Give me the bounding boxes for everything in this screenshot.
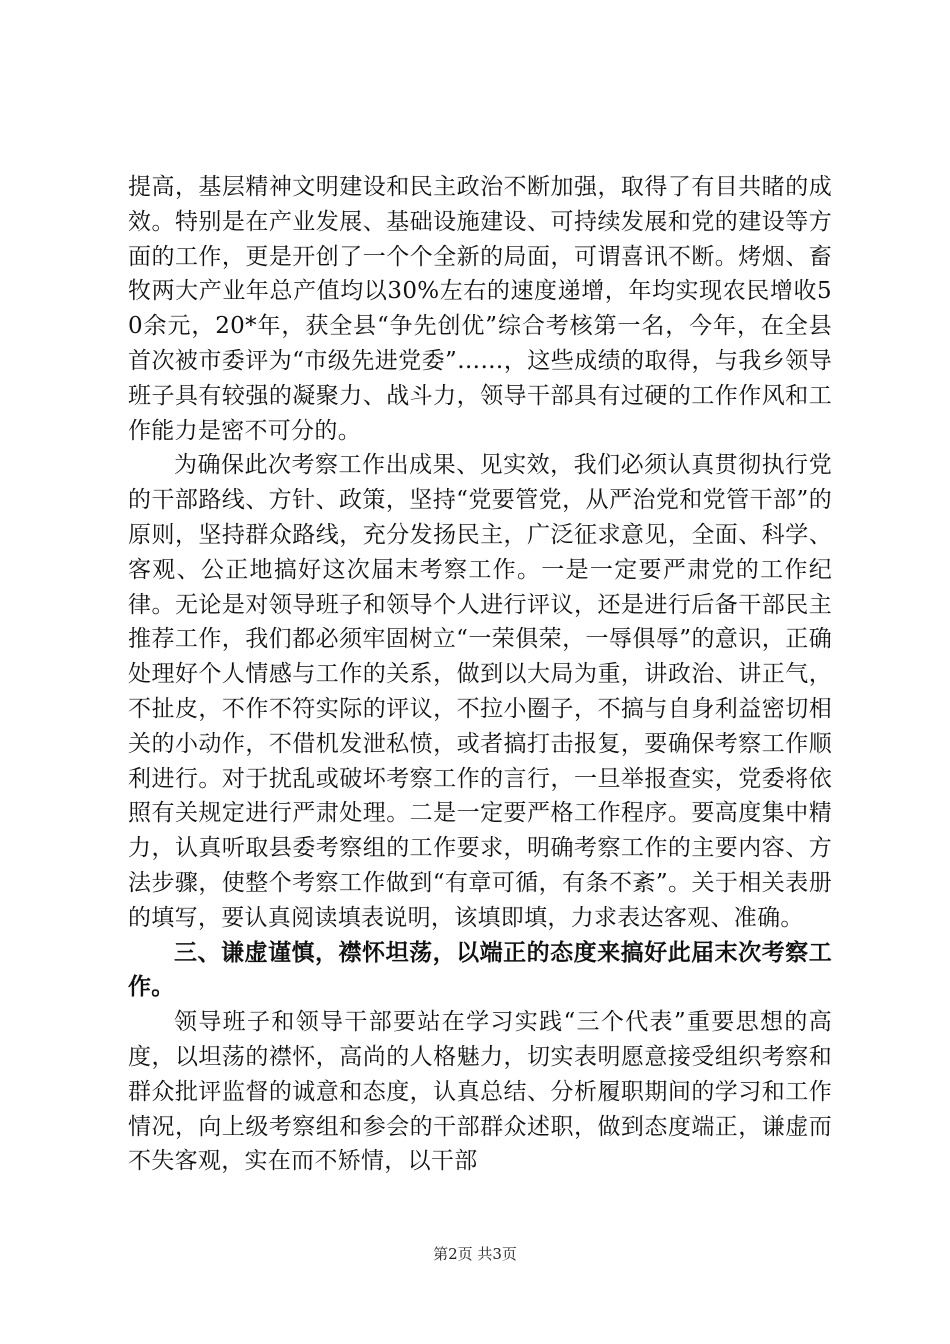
paragraph-work-discipline: 为确保此次考察工作出成果、见实效，我们必须认真贯彻执行党的干部路线、方针、政策，坚持“党要管党，从严治党和党管干部”的原则，坚持群众路线，充分发扬民主，广泛征求意见，全面、科学、客观、公正地搞好这次届末考察工作。一是一定要严肃党的工作纪律。无论是对领导班子和领导个人进行评议，还是进行后备干部民主推荐工作，我们都必须牢固树立“一荣俱荣，一辱俱辱”的意识，正确处理好个人情感与工作的关系，做到以大局为重，讲政治、讲正气，不扯皮，不作不符实际的评议，不拉小圈子，不搞与自身利益密切相关的小动作，不借机发泄私愤，或者搞打击报复，要确保考察工作顺利进行。对于扰乱或破坏考察工作的言行，一旦举报查实，党委将依照有关规定进行严肃处理。二是一定要严格工作程序。要高度集中精力，认真听取县委考察组的工作要求，明确考察工作的主要内容、方法步骤，使整个考察工作做到“有章可循，有条不紊”。关于相关表册的填写，要认真阅读填表说明，该填即填，力求表达客观、准确。 bbox=[128, 452, 832, 931]
paragraph-achievements: 提高，基层精神文明建设和民主政治不断加强，取得了有目共睹的成效。特别是在产业发展、基础设施建设、可持续发展和党的建设等方面的工作，更是开创了一个个全新的局面，可谓喜讯不断。烤烟、畜牧两大产业年总产值均以30%左右的速度递增，年均实现农民增收50余元，20*年，获全县“争先创优”综合考核第一名，今年，在全县首次被市委评为“市级先进党委”……，这些成绩的取得，与我乡领导班子具有较强的凝聚力、战斗力，领导干部具有过硬的工作作风和工作能力是密不可分的。 bbox=[128, 174, 832, 444]
document-body bbox=[128, 170, 832, 1179]
page-footer: 第2页 共3页 bbox=[433, 1245, 517, 1263]
paragraph-attitude: 领导班子和领导干部要站在学习实践“三个代表”重要思想的高度，以坦荡的襟怀，高尚的人格魅力，切实表明愿意接受组织考察和群众批评监督的诚意和态度，认真总结、分析履职期间的学习和工作情况，向上级考察组和参会的干部群众述职，做到态度端正，谦虚而不失客观，实在而不矫情，以干部 bbox=[128, 1009, 832, 1175]
section-heading-three: 三、谦虚谨慎，襟怀坦荡，以端正的态度来搞好此届末次考察工作。 bbox=[128, 939, 832, 1001]
